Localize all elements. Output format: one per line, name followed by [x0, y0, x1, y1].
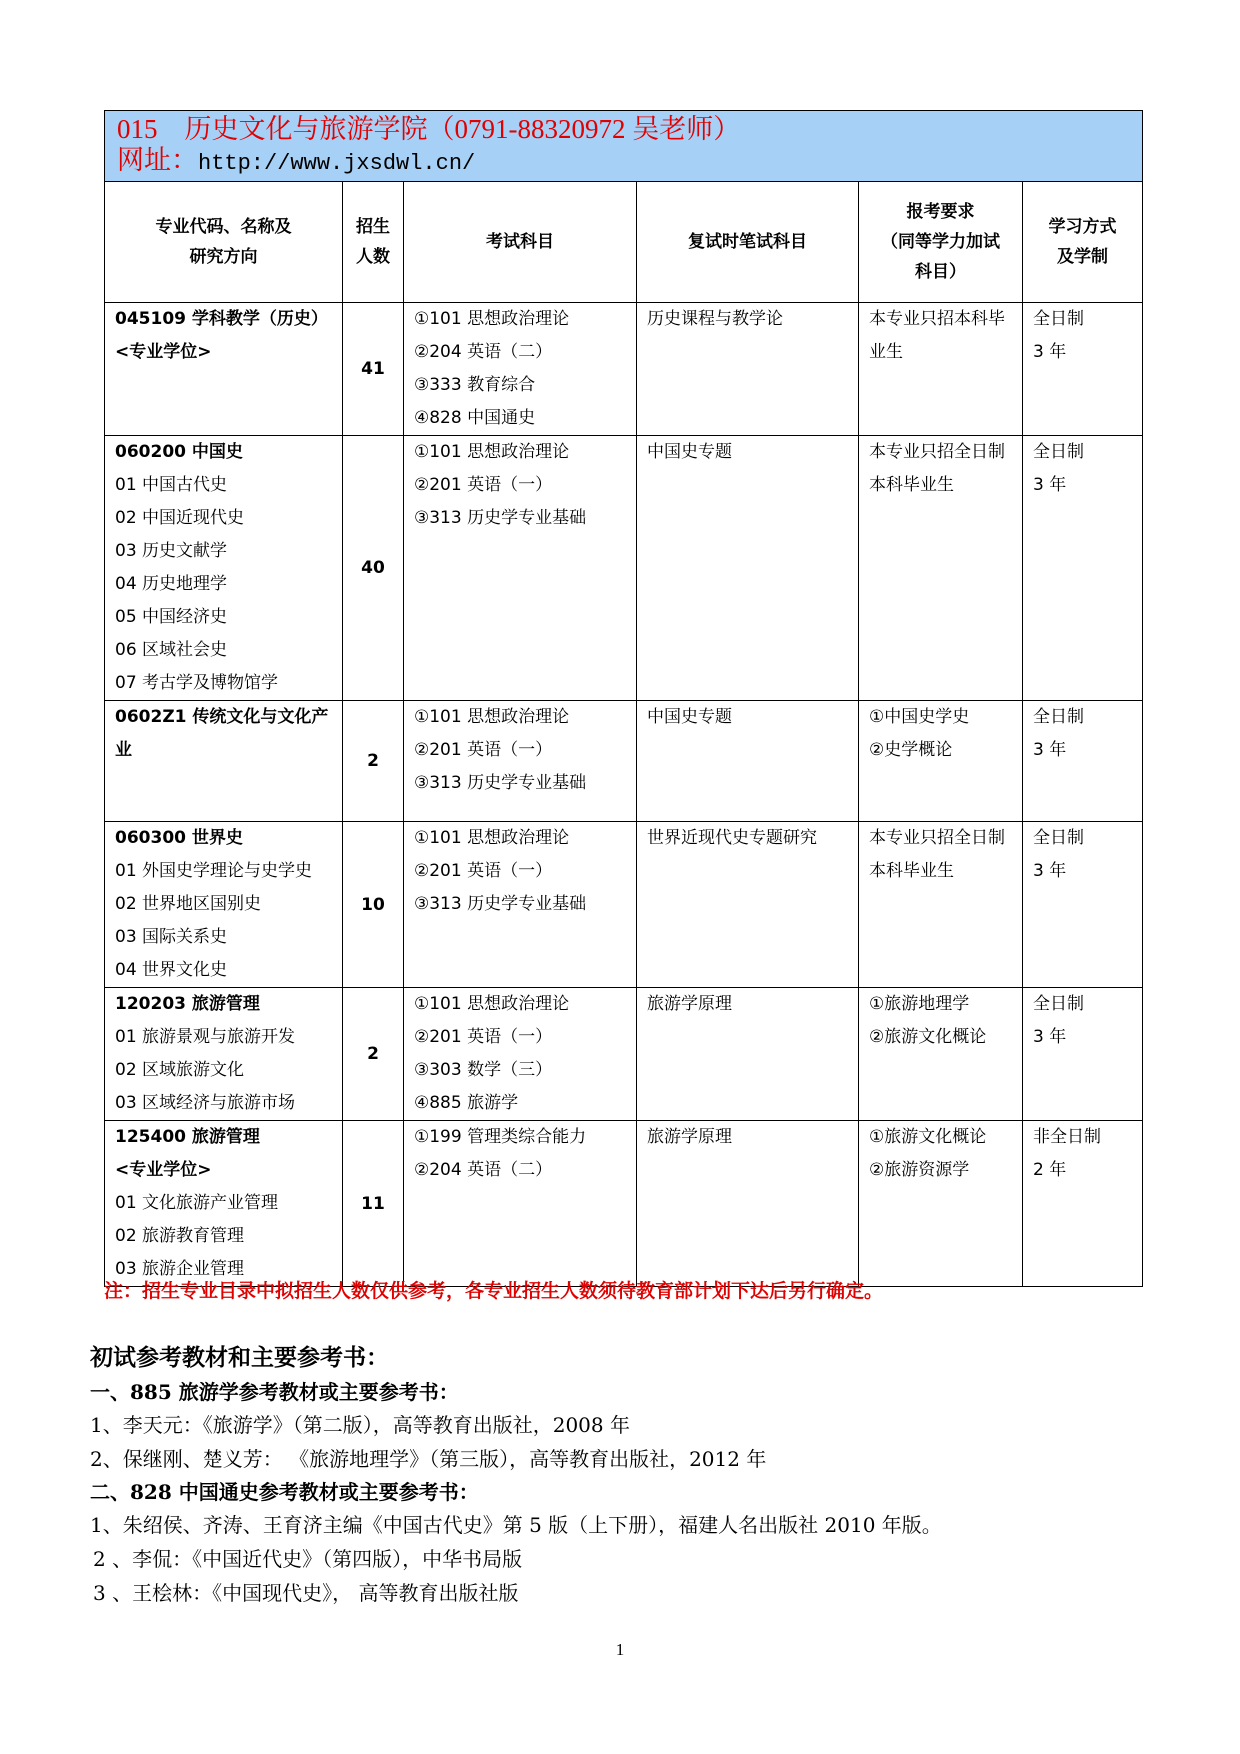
refs-item: 1、李天元：《旅游学》（第二版），高等教育出版社，2008 年	[90, 1413, 630, 1437]
col-mode: 学习方式 及学制	[1023, 182, 1143, 303]
refs-item: 2 、李侃：《中国近代史》（第四版），中华书局版	[93, 1547, 523, 1571]
exam-cell: ①101 思想政治理论 ②201 英语（一） ③313 历史学专业基础	[404, 436, 637, 701]
column-header-row	[105, 182, 1143, 303]
retest-cell: 旅游学原理	[637, 1121, 859, 1287]
mode-cell: 全日制 3 年	[1023, 436, 1143, 701]
college-url-link[interactable]: http://www.jxsdwl.cn/	[198, 151, 476, 176]
mode-cell: 全日制 3 年	[1023, 303, 1143, 436]
req-cell: ①旅游文化概论 ②旅游资源学	[859, 1121, 1023, 1287]
count-cell: 11	[343, 1121, 404, 1287]
exam-cell: ①101 思想政治理论 ②204 英语（二） ③333 教育综合 ④828 中国通史	[404, 303, 637, 436]
major-cell: 120203 旅游管理 01 旅游景观与旅游开发 02 区域旅游文化 03 区域经济与旅游市场	[105, 988, 343, 1121]
col-req: 报考要求 （同等学力加试 科目）	[859, 182, 1023, 303]
refs-item: 3 、王桧林：《中国现代史》， 高等教育出版社版	[93, 1581, 519, 1605]
refs-section-title: 一、885 旅游学参考教材或主要参考书：	[90, 1380, 459, 1404]
page-number: 1	[615, 1640, 625, 1659]
exam-cell: ①199 管理类综合能力 ②204 英语（二）	[404, 1121, 637, 1287]
refs-item: 1、朱绍侯、齐涛、王育济主编《中国古代史》第 5 版（上下册），福建人名出版社 2010 年版。	[90, 1513, 942, 1537]
req-cell: 本专业只招全日制本科毕业生	[859, 822, 1023, 988]
refs-item: 2、保继刚、楚义芳： 《旅游地理学》（第三版），高等教育出版社，2012 年	[90, 1447, 767, 1471]
exam-cell: ①101 思想政治理论 ②201 英语（一） ③313 历史学专业基础	[404, 822, 637, 988]
admission-table	[104, 110, 1143, 1287]
retest-cell: 旅游学原理	[637, 988, 859, 1121]
major-cell: 0602Z1 传统文化与文化产业	[105, 701, 343, 822]
count-cell: 41	[343, 303, 404, 436]
req-cell: ①旅游地理学 ②旅游文化概论	[859, 988, 1023, 1121]
exam-cell: ①101 思想政治理论 ②201 英语（一） ③303 数学（三） ④885 旅游学	[404, 988, 637, 1121]
mode-cell: 全日制 3 年	[1023, 822, 1143, 988]
req-cell: 本专业只招全日制本科毕业生	[859, 436, 1023, 701]
mode-cell: 全日制 3 年	[1023, 988, 1143, 1121]
retest-cell: 历史课程与教学论	[637, 303, 859, 436]
url-label: 网址：	[117, 145, 198, 175]
exam-cell: ①101 思想政治理论 ②201 英语（一） ③313 历史学专业基础	[404, 701, 637, 822]
retest-cell: 中国史专题	[637, 436, 859, 701]
table-row	[105, 701, 1143, 822]
table-row	[105, 988, 1143, 1121]
req-cell: 本专业只招本科毕业生	[859, 303, 1023, 436]
table-row	[105, 436, 1143, 701]
count-cell: 2	[343, 988, 404, 1121]
college-url-line	[117, 145, 1134, 179]
table-row	[105, 822, 1143, 988]
refs-heading: 初试参考教材和主要参考书：	[90, 1344, 389, 1371]
major-cell: 060200 中国史 01 中国古代史 02 中国近现代史 03 历史文献学 04 历史地理学 05 中国经济史 06 区域社会史 07 考古学及博物馆学	[105, 436, 343, 701]
count-cell: 2	[343, 701, 404, 822]
col-exam: 考试科目	[404, 182, 637, 303]
table-row	[105, 1121, 1143, 1287]
refs-section-title: 二、828 中国通史参考教材或主要参考书：	[90, 1480, 479, 1504]
college-header	[105, 111, 1143, 182]
reference-books-section	[90, 1340, 1150, 1610]
mode-cell: 非全日制 2 年	[1023, 1121, 1143, 1287]
major-cell: 125400 旅游管理 <专业学位> 01 文化旅游产业管理 02 旅游教育管理 03 旅游企业管理	[105, 1121, 343, 1287]
retest-cell: 中国史专题	[637, 701, 859, 822]
mode-cell: 全日制 3 年	[1023, 701, 1143, 822]
req-cell: ①中国史学史 ②史学概论	[859, 701, 1023, 822]
col-retest: 复试时笔试科目	[637, 182, 859, 303]
col-count: 招生 人数	[343, 182, 404, 303]
col-major: 专业代码、名称及 研究方向	[105, 182, 343, 303]
retest-cell: 世界近现代史专题研究	[637, 822, 859, 988]
major-cell: 060300 世界史 01 外国史学理论与史学史 02 世界地区国别史 03 国际关系史 04 世界文化史	[105, 822, 343, 988]
table-row	[105, 303, 1143, 436]
college-title: 015 历史文化与旅游学院（0791-88320972 吴老师）	[117, 114, 741, 144]
enrollment-note: 注：招生专业目录中拟招生人数仅供参考，各专业招生人数须待教育部计划下达后另行确定。	[104, 1280, 884, 1302]
count-cell: 10	[343, 822, 404, 988]
major-cell: 045109 学科教学（历史） <专业学位>	[105, 303, 343, 436]
count-cell: 40	[343, 436, 404, 701]
